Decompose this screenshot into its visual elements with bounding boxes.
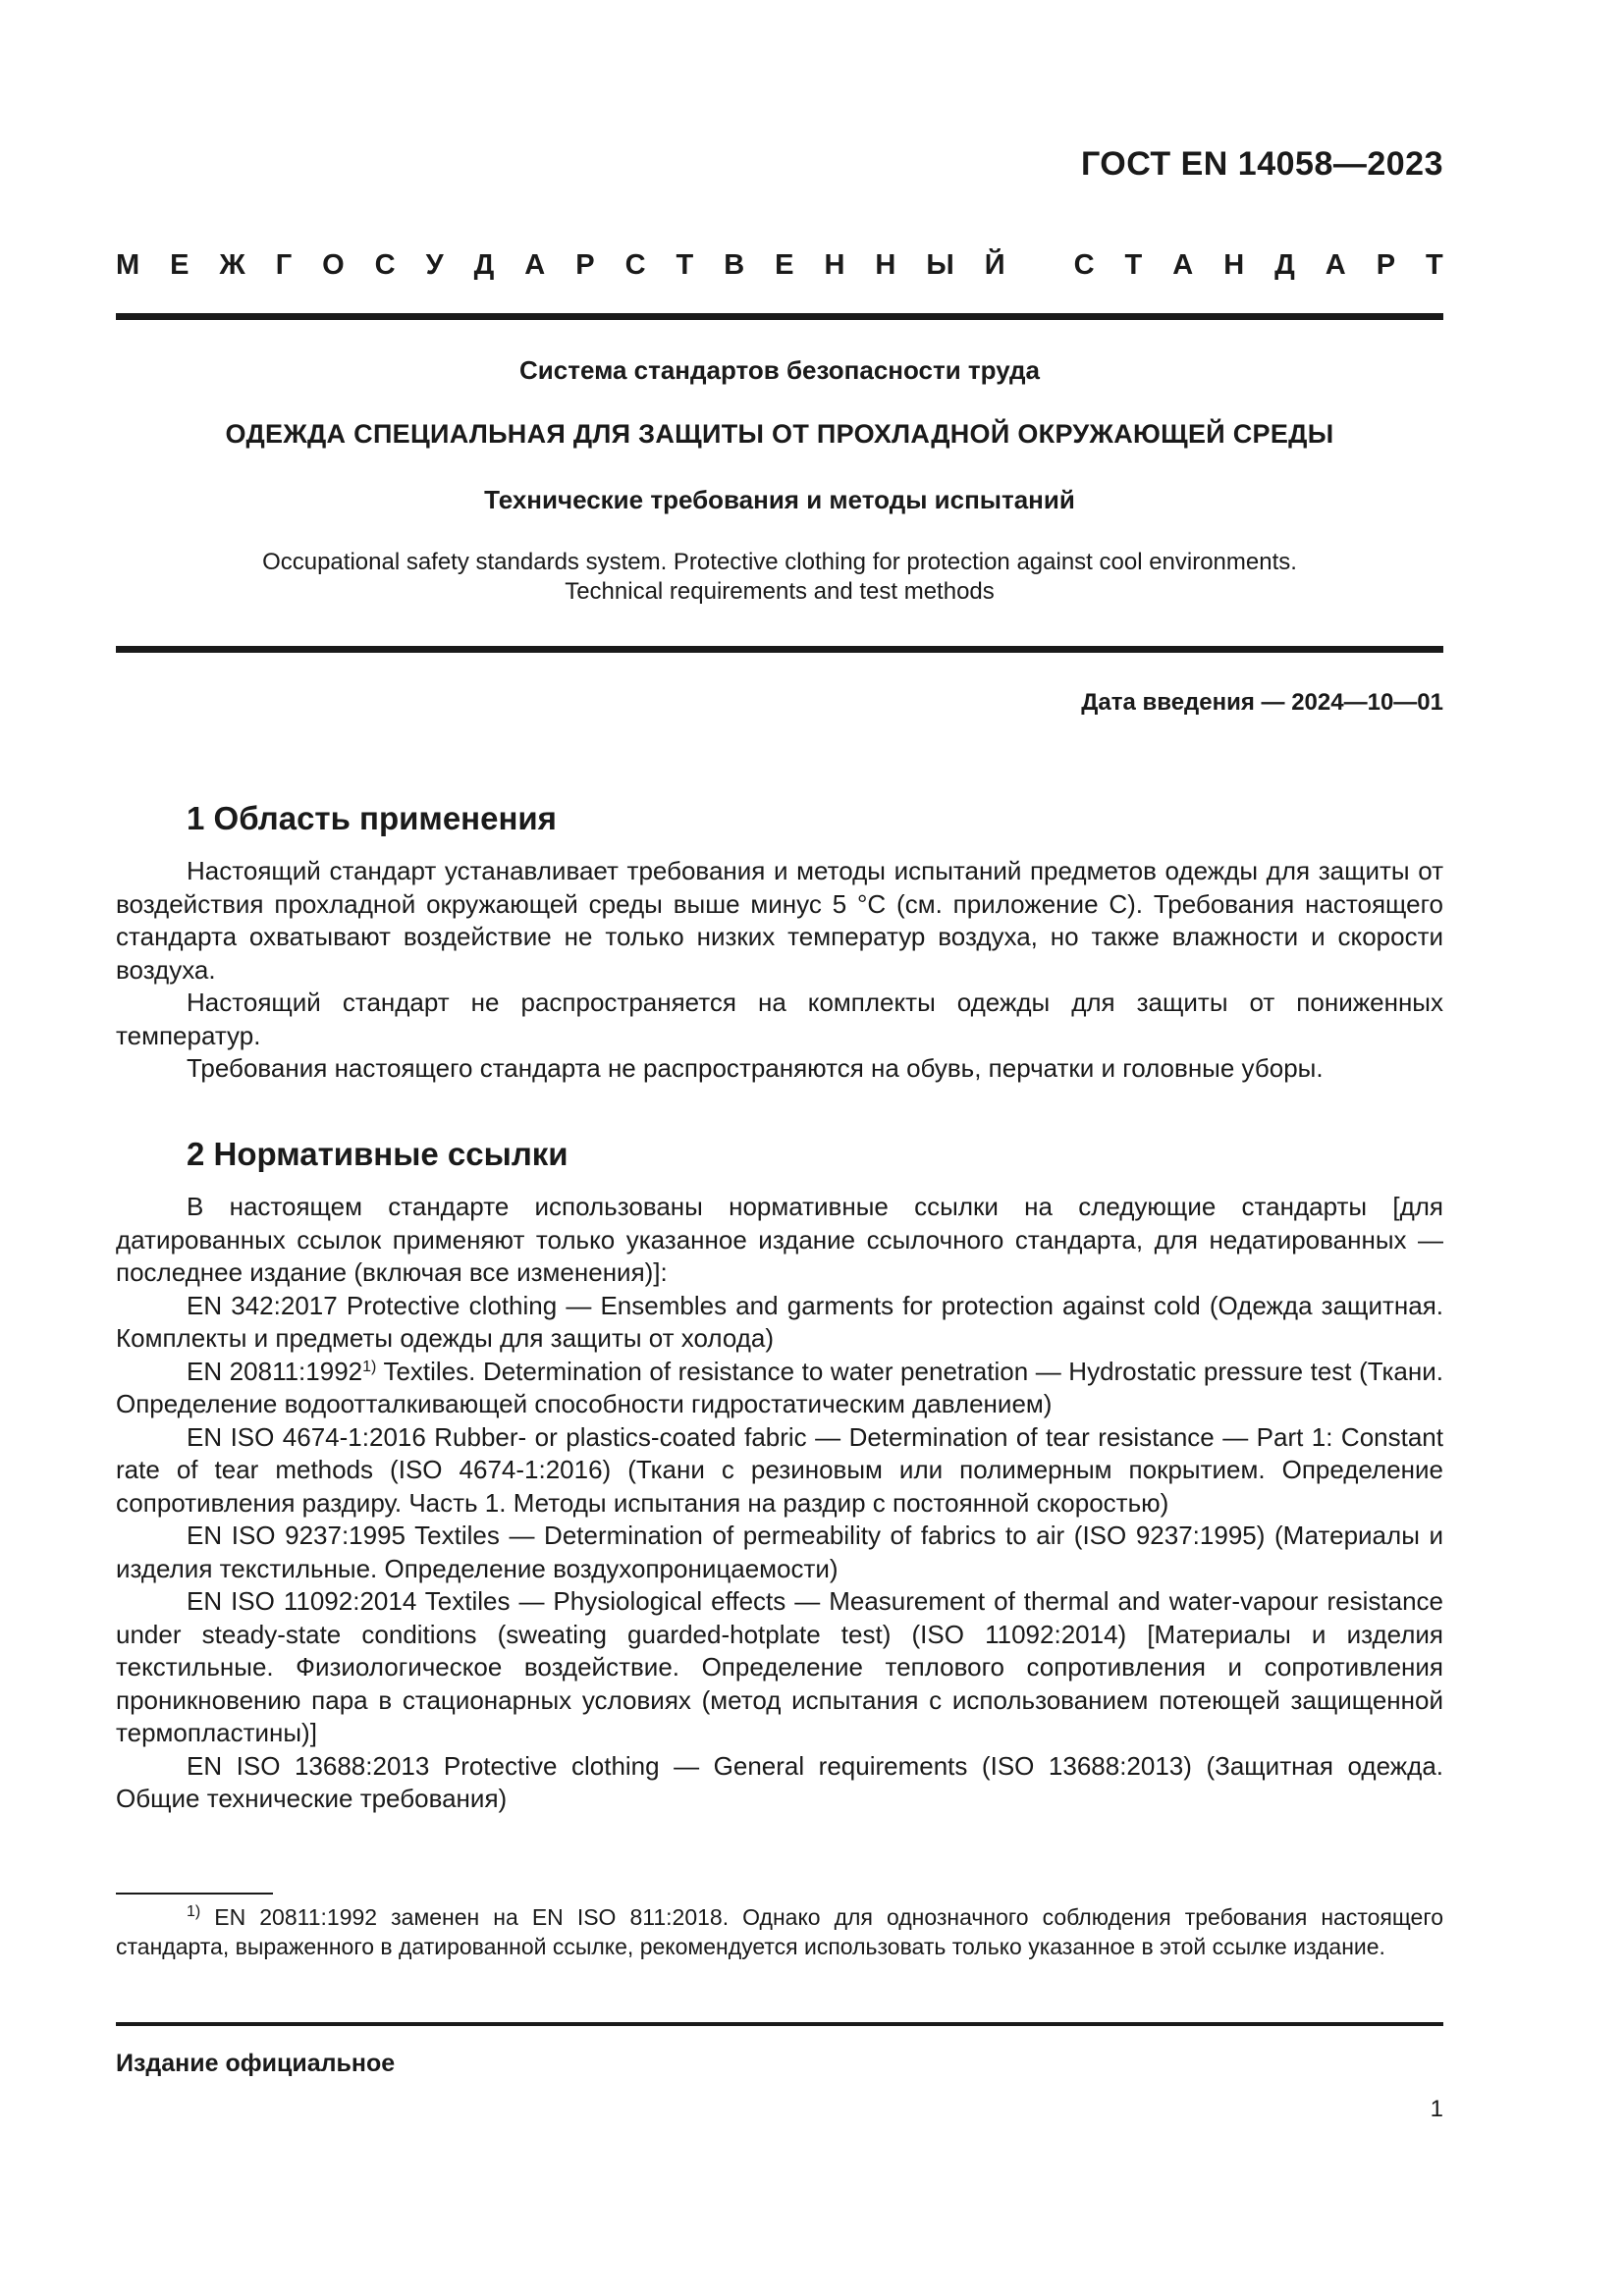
title-bottom-rule: [116, 646, 1443, 653]
document-title: ОДЕЖДА СПЕЦИАЛЬНАЯ ДЛЯ ЗАЩИТЫ ОТ ПРОХЛАДНОЙ ОКРУЖАЮЩЕЙ СРЕДЫ: [225, 419, 1334, 449]
banner-letter: Н: [1223, 249, 1245, 281]
banner-letter: Ы: [926, 249, 954, 281]
banner-letter: А: [1172, 249, 1194, 281]
banner-letter: Г: [275, 249, 293, 281]
section-2-body: [116, 1191, 1443, 1816]
reference-code: EN 20811:1992: [187, 1356, 363, 1386]
section-1-paragraph: Настоящий стандарт устанавливает требования и методы испытаний предметов одежды для защиты от воздействия прохладной окружающей среды выше минус 5 °С (см. приложение С). Требования настоящего стандарта охватывают воздействие не только низких температур воздуха, но также влажности и скорости воздуха.: [116, 856, 1443, 985]
english-title-line-1: Occupational safety standards system. Protective clothing for protection against cool environments.: [262, 549, 1297, 575]
banner-letter: С: [1073, 249, 1095, 281]
banner-letter: Т: [1124, 249, 1143, 281]
banner-letter: [1036, 249, 1044, 282]
section-1-heading: 1 Область применения: [187, 800, 557, 836]
banner-letter: Р: [1376, 249, 1396, 281]
normative-reference: EN ISO 9237:1995 Textiles — Determination of permeability of fabrics to air (ISO 9237:1995) (Материалы и изделия текстильные. Определение воздухопроницаемости): [116, 1521, 1443, 1583]
official-edition-label: Издание официальное: [116, 2050, 396, 2077]
banner-letter: Т: [1426, 249, 1443, 281]
normative-reference: EN ISO 11092:2014 Textiles — Physiological effects — Measurement of thermal and water-vapour resistance under steady-state conditions (sweating guarded-hotplate test) (ISO 11092:2014) [Материалы и изделия текстильные. Физиологическое воздействие. Определение теплового сопротивления и сопротивления проникновению пара в стационарных условиях (метод испытания с использованием потеющей защищенной термопластины)]: [116, 1586, 1443, 1747]
normative-reference: EN ISO 4674-1:2016 Rubber- or plastics-coated fabric — Determination of tear resistance — Part 1: Constant rate of tear methods (ISO 4674-1:2016) (Ткани с резиновым или полимерным покрытием. Определение сопротивления раздиру. Часть 1. Методы испытания на раздир с постоянной скоростью): [116, 1421, 1443, 1518]
banner-letter: Н: [875, 249, 896, 281]
section-1-paragraph: Настоящий стандарт не распространяется на комплекты одежды для защиты от пониженных температур.: [116, 988, 1443, 1050]
reference-text: Textiles. Determination of resistance to water penetration — Hydrostatic pressure test (Ткани. Определение водоотталкивающей способности гидростатическим давлением): [116, 1356, 1443, 1418]
banner-letter: Е: [170, 249, 189, 281]
banner-letter: Й: [984, 249, 1005, 281]
banner-letter: Н: [824, 249, 845, 281]
banner-letter: Е: [775, 249, 794, 281]
section-2-heading: 2 Нормативные ссылки: [187, 1136, 568, 1172]
footnote-separator: [116, 1893, 273, 1895]
footnote-marker[interactable]: 1): [362, 1358, 377, 1375]
banner-letter: М: [116, 249, 140, 281]
banner-letter: С: [374, 249, 396, 281]
banner-letter: А: [524, 249, 546, 281]
banner-letter: С: [624, 249, 646, 281]
english-title-line-2: Technical requirements and test methods: [565, 578, 995, 605]
banner-letter: А: [1325, 249, 1346, 281]
introduction-date: Дата введения — 2024—10—01: [1081, 689, 1443, 716]
normative-reference: EN ISO 13688:2013 Protective clothing — General requirements (ISO 13688:2013) (Защитная одежда. Общие технические требования): [116, 1750, 1443, 1813]
document-subtitle: Технические требования и методы испытаний: [484, 485, 1075, 514]
section-1-paragraph: Требования настоящего стандарта не распространяются на обувь, перчатки и головные уборы.: [187, 1053, 1324, 1083]
english-title: [116, 548, 1443, 607]
interstate-standard-banner: [116, 249, 1443, 282]
banner-letter: Т: [676, 249, 694, 281]
normative-reference: [116, 1356, 1443, 1421]
system-title: Система стандартов безопасности труда: [519, 355, 1040, 385]
section-2-intro: В настоящем стандарте использованы нормативные ссылки на следующие стандарты [для датированных ссылок применяют только указанное издание ссылочного стандарта, для недатированных — последнее издание (включая все изменения)]:: [116, 1192, 1443, 1287]
footnote: [116, 1902, 1443, 1961]
banner-letter: В: [724, 249, 745, 281]
banner-letter: Д: [1274, 249, 1295, 281]
top-rule: [116, 313, 1443, 320]
banner-letter: Д: [473, 249, 495, 281]
footer-rule: [116, 2022, 1443, 2026]
footnote-number: 1): [187, 1903, 201, 1920]
banner-letter: Ж: [219, 249, 245, 281]
section-1-body: [116, 855, 1443, 1086]
page-number: 1: [1430, 2096, 1443, 2122]
standard-code: ГОСТ EN 14058—2023: [1080, 145, 1443, 183]
banner-letter: У: [425, 249, 444, 281]
normative-reference: EN 342:2017 Protective clothing — Ensembles and garments for protection against cold (Одежда защитная. Комплекты и предметы одежды для защиты от холода): [116, 1290, 1443, 1353]
footnote-text: EN 20811:1992 заменен на EN ISO 811:2018. Однако для однозначного соблюдения требования настоящего стандарта, выраженного в датированной ссылке, рекомендуется использовать только указанное в этой ссылке издание.: [116, 1904, 1443, 1959]
banner-letter: О: [322, 249, 345, 281]
banner-letter: Р: [575, 249, 595, 281]
